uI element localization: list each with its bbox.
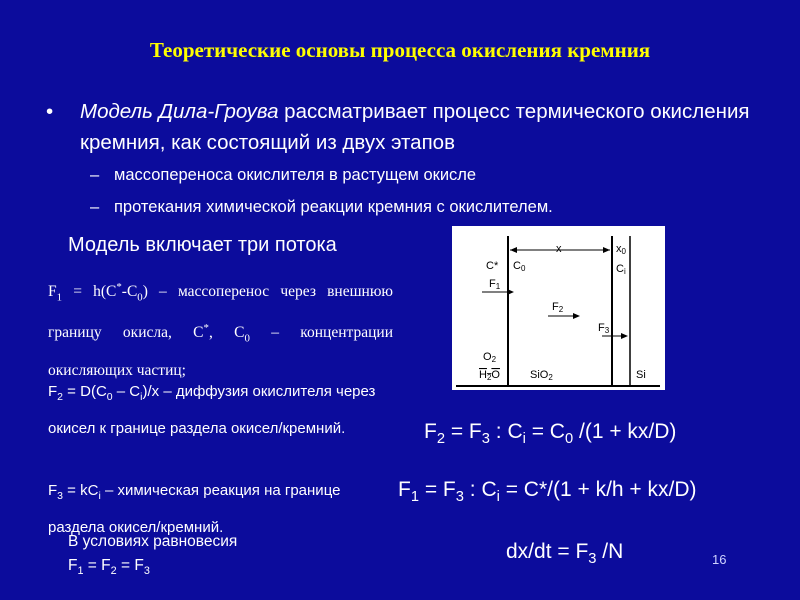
- flux-f3-description: $F_3 = kC_i$ – химическая реакция на границе раздела окисел/кремний.: [48, 482, 341, 536]
- sio2-label: SiO2: [530, 369, 553, 382]
- f3-label: F3: [598, 322, 610, 335]
- cstar-label: C*: [486, 260, 499, 272]
- c0-label: C0: [513, 260, 526, 273]
- h2o-label: H2O: [479, 369, 500, 382]
- o2-label: O2: [483, 351, 497, 364]
- f1-label: F1: [489, 278, 501, 291]
- equilibrium-block: [68, 530, 237, 583]
- subbullet-text: протекания химической реакции кремния с окислителем.: [114, 198, 553, 216]
- oxidation-diagram: [452, 226, 665, 390]
- x0-label: x0: [616, 243, 626, 256]
- subbullet-text: массопереноса окислителя в растущем окисле: [114, 166, 477, 184]
- formula-ci-from-f2-f3: $F_2 = F_3$ : $C_i = C_0$ /(1 + kx/D): [424, 420, 677, 448]
- model-heading: Модель включает три потока: [68, 234, 337, 256]
- bullet-symbol: •: [46, 100, 54, 123]
- equilibrium-equation: $F_1 = F_2 = F_3$: [68, 557, 150, 578]
- f1-arrow-head: [507, 289, 514, 295]
- f2-label: F2: [552, 301, 564, 314]
- formula-ci-from-f1-f3: $F_1 = F_3$ : $C_i = C*/(1 + k/h + kx/D)$: [398, 478, 697, 506]
- f3-arrow-head: [621, 333, 628, 339]
- x-arrow-left-head: [510, 247, 517, 253]
- flux-f1-description: $F_1 = h(C^*-C_0)$ – массоперенос через внешнюю границу окисла, C*, $C_0$ – концентрации окисляющих частиц;: [48, 281, 394, 379]
- main-bullet-rest: рассматривает процесс термического окисления кремния, как состоящий из двух этапов: [80, 100, 750, 154]
- main-bullet-text: [80, 96, 770, 158]
- page-number: 16: [712, 552, 727, 567]
- x-label: x: [556, 243, 562, 255]
- model-name: Модель Дила-Гроува: [80, 100, 279, 123]
- subbullet-dash: –: [90, 166, 100, 184]
- si-label: Si: [636, 369, 646, 381]
- slide-title: Теоретические основы процесса окисления кремния: [149, 38, 651, 62]
- x-arrow-right-head: [603, 247, 610, 253]
- subbullet-dash: –: [90, 198, 100, 216]
- f2-arrow-head: [573, 313, 580, 319]
- equilibrium-heading: В условиях равновесия: [68, 533, 238, 550]
- flux-f2-description: $F_2 = D(C_0 - C_i)/x$ – диффузия окислителя через окисел к границе раздела окисел/кремний.: [48, 383, 376, 437]
- oxidation-diagram-svg: [452, 226, 665, 390]
- ci-label: Ci: [616, 263, 626, 276]
- formula-growth-rate: $dx/dt = F_3$ /N: [506, 540, 624, 568]
